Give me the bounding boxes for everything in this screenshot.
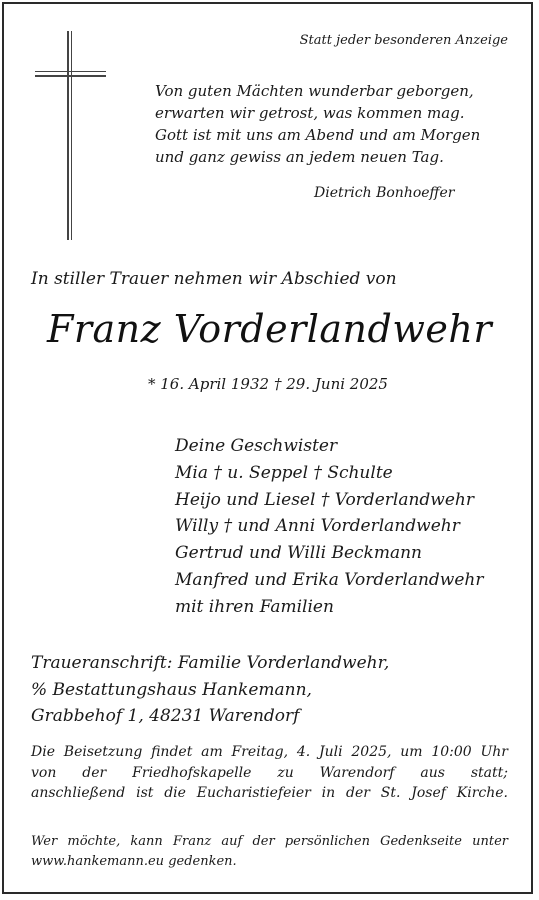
birth-date: * 16. April 1932 <box>148 375 270 393</box>
death-date: † 29. Juni 2025 <box>274 375 388 393</box>
mourner-line: Gertrud und Willi Beckmann <box>175 543 422 564</box>
mourner-line: Mia † u. Seppel † Schulte <box>175 462 393 483</box>
funeral-line: Die Beisetzung findet am Freitag, 4. Juli 2025, um 10:00 Uhr <box>31 744 508 760</box>
address-line: Traueranschrift: Familie Vorderlandwehr, <box>31 653 390 673</box>
poem-line: erwarten wir getrost, was kommen mag. <box>155 104 465 122</box>
address-line: % Bestattungshaus Hankemann, <box>31 679 312 700</box>
header-note: Statt jeder besonderen Anzeige <box>299 33 508 48</box>
intro-text: In stiller Trauer nehmen wir Abschied von <box>31 269 397 289</box>
mourner-line: Deine Geschwister <box>175 436 338 456</box>
poem-line: Gott ist mit uns am Abend und am Morgen <box>155 126 481 144</box>
poem-line: Von guten Mächten wunderbar geborgen, <box>155 82 474 100</box>
mourner-line: Heijo und Liesel † Vorderlandwehr <box>175 489 474 510</box>
deceased-name: Franz Vorderlandwehr <box>47 307 492 351</box>
mourners-list <box>175 433 484 621</box>
memorial-link[interactable]: www.hankemann.eu gedenken. <box>31 854 237 869</box>
mourner-line: Willy † und Anni Vorderlandwehr <box>175 516 460 537</box>
poem <box>155 80 480 168</box>
poem-line: und ganz gewiss an jedem neuen Tag. <box>155 148 444 166</box>
memorial-info <box>31 832 508 872</box>
funeral-line: anschließend ist die Eucharistiefeier in der St. Josef Kirche. <box>31 785 508 801</box>
poem-author: Dietrich Bonhoeffer <box>314 185 455 201</box>
funeral-line: von der Friedhofskapelle zu Warendorf aus statt; <box>31 764 508 781</box>
mourning-address <box>31 650 389 730</box>
mourner-line: mit ihren Familien <box>175 596 334 617</box>
memorial-line: Wer möchte, kann Franz auf der persönlichen Gedenkseite unter <box>31 834 508 849</box>
address-line: Grabbehof 1, 48231 Warendorf <box>31 706 300 726</box>
mourner-line: Manfred und Erika Vorderlandwehr <box>175 569 484 590</box>
funeral-info <box>31 742 508 804</box>
